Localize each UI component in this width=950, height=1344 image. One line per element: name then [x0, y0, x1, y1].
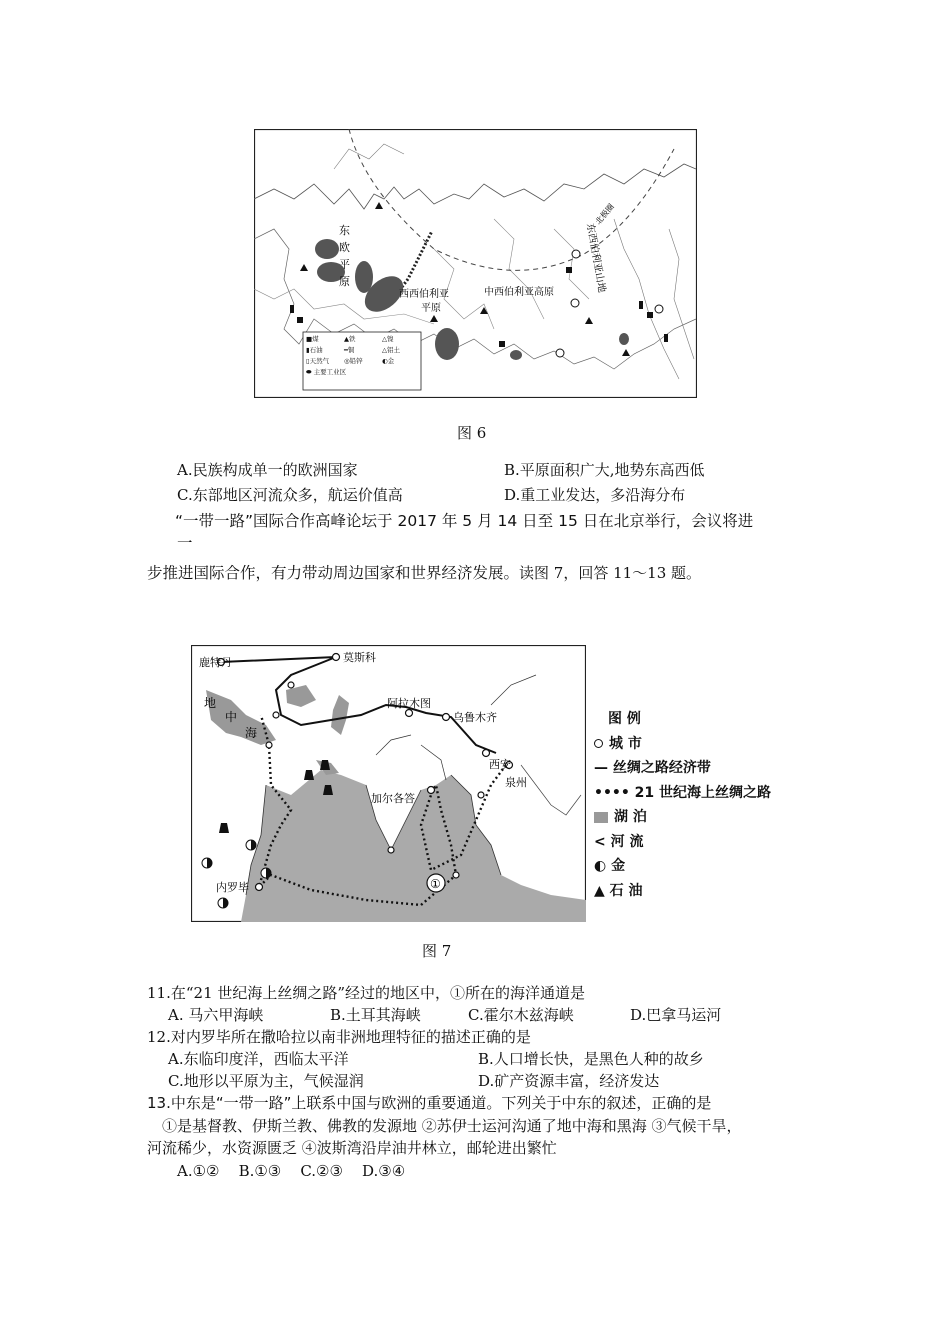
legend-nickel: △镍: [382, 335, 394, 343]
legend-bauxite: △铝土: [382, 346, 400, 354]
figure7-legend: [594, 707, 771, 903]
intro-line2a: 步推进国际合作，有力带动周边国家和世界经济发展。: [147, 564, 520, 582]
q11-stem: 11.在“21 世纪海上丝绸之路”经过的地区中，①所在的海洋通道是: [147, 984, 586, 1002]
city-kolkata: 加尔各答: [371, 792, 415, 805]
label-east-europe-1: 东: [339, 224, 350, 237]
q11-option-d: D.巴拿马运河: [630, 1006, 722, 1024]
figure6-legend: [306, 334, 420, 378]
q12-option-b: B.人口增长快，是黑色人种的故乡: [478, 1050, 704, 1068]
city-quanzhou: 泉州: [505, 776, 527, 789]
label-arctic-circle: 北极圈: [593, 202, 616, 227]
figure7-map: [191, 645, 586, 922]
label-east-europe-2: 欧: [339, 241, 350, 254]
legend-belt: — 丝绸之路经济带: [594, 760, 711, 776]
legend-maritime: •••• 21 世纪海上丝绸之路: [594, 784, 772, 801]
figure7-caption: 图 7: [422, 942, 452, 960]
city-nairobi: 内罗毕: [216, 881, 249, 894]
q10-option-c: C.东部地区河流众多，航运价值高: [177, 486, 403, 504]
q13-line2: ①是基督教、伊斯兰教、佛教的发源地 ②苏伊士运河沟通了地中海和黑海 ③气候干旱，: [162, 1117, 742, 1135]
figure6-map: [254, 129, 697, 398]
intro-line2b: 读图 7，回答 11～13 题。: [519, 564, 702, 582]
label-mediterranean-2: 中: [225, 710, 238, 724]
city-moscow: 莫斯科: [343, 651, 376, 664]
q12-option-d: D.矿产资源丰富，经济发达: [478, 1072, 660, 1090]
city-almaty: 阿拉木图: [387, 697, 431, 710]
legend-gas: ▯天然气: [306, 357, 330, 365]
label-mediterranean-1: 地: [204, 696, 217, 710]
q10-option-a: A.民族构成单一的欧洲国家: [177, 461, 358, 479]
q13-stem: [147, 1093, 711, 1113]
q10-option-d: D.重工业发达，多沿海分布: [504, 486, 686, 504]
figure6-caption: 图 6: [457, 424, 487, 442]
gold-icon: ◐: [594, 858, 612, 874]
legend-coal: ■煤: [306, 335, 319, 343]
legend-lake: 湖 泊: [594, 805, 771, 830]
city-urumqi: 乌鲁木齐: [453, 711, 497, 724]
solid-line-icon: —: [594, 760, 613, 776]
q11-option-b: B.土耳其海峡: [330, 1006, 421, 1024]
label-mediterranean-3: 海: [245, 726, 258, 740]
figure7-map-svg: [191, 645, 586, 922]
legend-oil: ▲ 石 油: [594, 882, 643, 899]
label-east-europe-4: 原: [339, 275, 350, 288]
legend-copper: ━铜: [344, 346, 355, 354]
intro-line1-tail: 一: [177, 534, 193, 552]
lake-icon: [594, 812, 608, 823]
label-central-siberia: 中西伯利亚高原: [484, 287, 554, 298]
label-west-siberia-plain: 平原: [421, 303, 441, 314]
legend-iron: ▲铁: [344, 335, 356, 343]
label-east-siberia-mtn: 东西伯利亚山地: [584, 222, 608, 294]
strait-marker-1: ①: [430, 877, 441, 891]
q12-option-c: C.地形以平原为主，气候湿润: [168, 1072, 364, 1090]
q11-option-c: C.霍尔木兹海峡: [468, 1006, 574, 1024]
legend-leadzinc: ◎铅锌: [344, 357, 363, 365]
q13-stem-rest: 下列关于中东的叙述，正确的是: [501, 1094, 712, 1112]
q12-option-a: A.东临印度洋，西临太平洋: [168, 1050, 349, 1068]
legend-river: < 河 流: [594, 833, 644, 850]
city-xian: 西安: [489, 758, 511, 771]
q12-stem: 12.对内罗毕所在撒哈拉以南非洲地理特征的描述正确的是: [147, 1028, 531, 1046]
label-east-europe-3: 平: [339, 258, 350, 271]
city-symbol-icon: [594, 739, 603, 748]
label-west-siberia: 西西伯利亚: [399, 289, 449, 300]
intro-line1: “一带一路”国际合作高峰论坛于 2017 年 5 月 14 日至 15 日在北京举行，会议将进: [175, 512, 754, 530]
oil-icon: ▲: [594, 882, 610, 899]
q10-option-b: B.平原面积广大,地势东高西低: [504, 461, 705, 479]
city-rotterdam: 鹿特丹: [199, 656, 232, 669]
legend-gold: ◐ 金: [594, 858, 626, 874]
dotted-line-icon: ••••: [594, 784, 630, 801]
legend-gold: ◐金: [382, 357, 395, 365]
q13-stem-bold: 13.中东是“一带一路”上联系中国与欧洲的重要通道。: [147, 1094, 502, 1112]
river-icon: <: [594, 833, 611, 850]
q13-line3: 河流稀少，水资源匮乏 ④波斯湾沿岸油井林立，邮轮进出繁忙: [147, 1139, 557, 1157]
legend-city: 城 市: [594, 732, 771, 757]
legend-oil: ▮石油: [306, 346, 323, 354]
q11-option-a: A. 马六甲海峡: [168, 1006, 264, 1024]
q13-options: A.①② B.①③ C.②③ D.③④: [177, 1162, 406, 1180]
legend-industrial: ⬬ 主要工业区: [306, 368, 347, 376]
legend-title: 图 例: [608, 711, 641, 727]
intro-line2: [147, 563, 701, 583]
